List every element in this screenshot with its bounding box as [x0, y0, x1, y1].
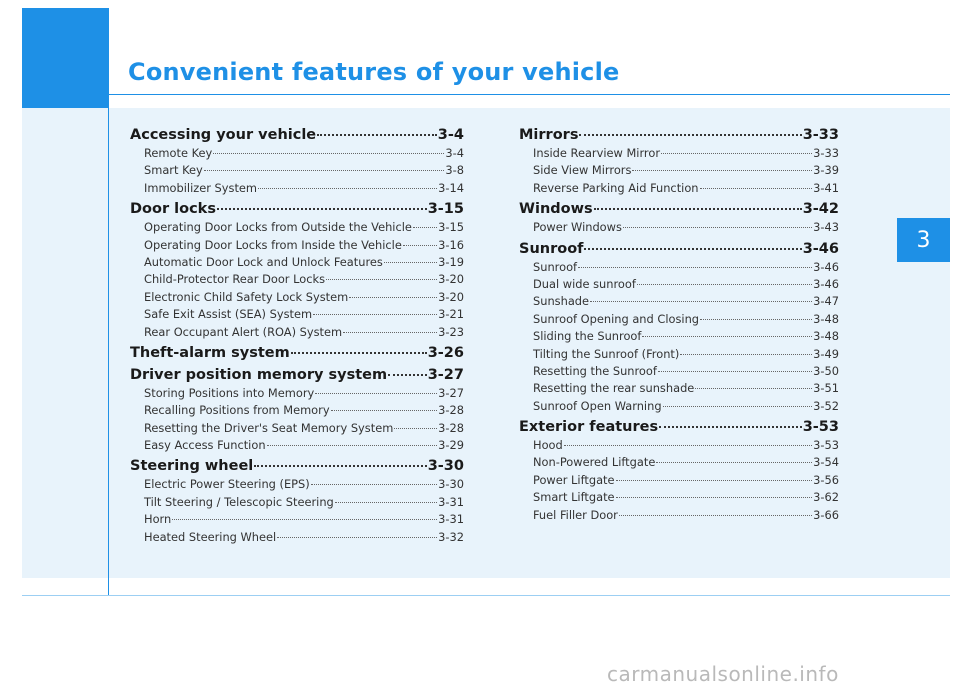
toc-leader-dots	[254, 465, 426, 467]
toc-entry-title: Smart Key	[144, 163, 203, 178]
toc-entry-title: Non-Powered Liftgate	[533, 455, 656, 470]
toc-leader-dots	[594, 208, 802, 210]
toc-entry[interactable]	[130, 255, 464, 272]
toc-entry[interactable]	[130, 477, 464, 494]
toc-leader-dots	[578, 267, 812, 268]
toc-entry-title: Rear Occupant Alert (ROA) System	[144, 324, 343, 339]
toc-section	[519, 201, 839, 237]
toc-leader-dots	[317, 134, 437, 136]
toc-entry-page: 3-31	[438, 494, 464, 509]
toc-entry[interactable]	[519, 312, 839, 329]
toc-heading-title: Door locks	[130, 201, 216, 218]
toc-entry-page: 3-28	[438, 403, 464, 418]
toc-entry[interactable]	[130, 181, 464, 198]
toc-leader-dots	[661, 153, 812, 154]
toc-entry-title: Storing Positions into Memory	[144, 385, 315, 400]
toc-heading-title: Mirrors	[519, 127, 579, 143]
vertical-rule	[108, 108, 109, 596]
toc-leader-dots	[267, 445, 438, 446]
toc-heading-title: Accessing your vehicle	[130, 127, 317, 143]
toc-entry[interactable]	[519, 260, 839, 277]
toc-entry[interactable]	[519, 508, 839, 525]
toc-entry-title: Electronic Child Safety Lock System	[144, 289, 349, 304]
toc-entry-title: Tilt Steering / Telescopic Steering	[144, 494, 334, 509]
toc-leader-dots	[258, 188, 437, 189]
toc-entry[interactable]	[130, 512, 464, 529]
footer-rule	[22, 595, 950, 596]
toc-entry-title: Heated Steering Wheel	[144, 529, 277, 544]
toc-entry-title: Remote Key	[144, 146, 213, 160]
toc-leader-dots	[388, 374, 427, 376]
toc-entry-page: 3-20	[438, 272, 464, 287]
toc-entry-title: Smart Liftgate	[533, 490, 615, 505]
toc-entry[interactable]	[130, 495, 464, 512]
toc-heading-title: Sunroof	[519, 240, 584, 257]
toc-heading-title: Exterior features	[519, 419, 659, 436]
toc-leader-dots	[700, 319, 812, 320]
toc-entry-page: 3-41	[813, 180, 839, 195]
toc-leader-dots	[326, 279, 437, 280]
toc-section-heading[interactable]	[519, 419, 839, 438]
toc-leader-dots	[217, 208, 427, 210]
toc-entry[interactable]	[519, 490, 839, 507]
toc-entry-title: Child-Protector Rear Door Locks	[144, 272, 326, 287]
toc-leader-dots	[413, 227, 437, 228]
toc-entry[interactable]	[130, 272, 464, 289]
page-title: Convenient features of your vehicle	[128, 58, 620, 86]
toc-entry[interactable]	[130, 386, 464, 403]
toc-entry-page: 3-39	[813, 163, 839, 178]
toc-entry-page: 3-4	[445, 146, 464, 160]
toc-entry-page: 3-51	[813, 381, 839, 396]
toc-entry-page: 3-15	[438, 220, 464, 235]
toc-entry[interactable]	[519, 455, 839, 472]
toc-entry-title: Safe Exit Assist (SEA) System	[144, 307, 313, 322]
toc-entry-title: Operating Door Locks from Inside the Vehicle	[144, 237, 402, 252]
toc-heading-page: 3-4	[437, 127, 464, 143]
toc-entry-title: Inside Rearview Mirror	[533, 146, 661, 160]
toc-section	[130, 201, 464, 342]
toc-leader-dots	[619, 515, 812, 516]
toc-entry-page: 3-20	[438, 289, 464, 304]
toc-entry[interactable]	[519, 364, 839, 381]
toc-entry-page: 3-46	[813, 259, 839, 274]
toc-entry-title: Sunroof Open Warning	[533, 398, 662, 413]
toc-section-heading[interactable]	[519, 201, 839, 220]
toc-entry-title: Resetting the Driver's Seat Memory System	[144, 420, 394, 435]
toc-entry[interactable]	[519, 181, 839, 198]
toc-entry-page: 3-62	[813, 490, 839, 505]
toc-entry-page: 3-47	[813, 294, 839, 309]
toc-entry[interactable]	[130, 290, 464, 307]
toc-heading-page: 3-42	[802, 201, 839, 218]
toc-leader-dots	[564, 445, 812, 446]
header-color-block	[22, 8, 109, 108]
toc-entry-page: 3-8	[445, 163, 464, 178]
toc-heading-page: 3-26	[427, 344, 464, 361]
toc-entry-title: Sunroof	[533, 259, 578, 274]
toc-entry-title: Sunroof Opening and Closing	[533, 311, 700, 326]
toc-leader-dots	[403, 245, 437, 246]
toc-section	[519, 127, 839, 198]
toc-entry[interactable]	[130, 146, 464, 163]
toc-heading-title: Theft-alarm system	[130, 344, 290, 361]
toc-heading-page: 3-27	[427, 366, 464, 383]
toc-leader-dots	[656, 462, 812, 463]
toc-heading-page: 3-53	[802, 419, 839, 436]
toc-leader-dots	[172, 519, 437, 520]
toc-entry[interactable]	[519, 399, 839, 416]
toc-entry-title: Horn	[144, 512, 172, 527]
toc-entry-page: 3-33	[813, 146, 839, 160]
toc-entry-title: Resetting the rear sunshade	[533, 381, 695, 396]
toc-entry-page: 3-16	[438, 237, 464, 252]
toc-leader-dots	[584, 248, 801, 250]
toc-entry-page: 3-50	[813, 363, 839, 378]
toc-entry-page: 3-56	[813, 472, 839, 487]
toc-leader-dots	[579, 134, 801, 136]
toc-entry[interactable]	[519, 329, 839, 346]
toc-heading-page: 3-30	[427, 458, 464, 475]
toc-column-right	[519, 125, 839, 528]
toc-entry[interactable]	[519, 163, 839, 180]
toc-leader-dots	[343, 332, 437, 333]
toc-section	[130, 127, 464, 198]
toc-entry-page: 3-53	[813, 438, 839, 453]
toc-leader-dots	[616, 480, 813, 481]
toc-entry-page: 3-48	[813, 329, 839, 344]
toc-entry-title: Reverse Parking Aid Function	[533, 180, 699, 195]
toc-entry-title: Tilting the Sunroof (Front)	[533, 346, 680, 361]
toc-column-left	[130, 125, 464, 550]
toc-entry[interactable]	[519, 347, 839, 364]
toc-entry[interactable]	[519, 294, 839, 311]
toc-entry-page: 3-48	[813, 311, 839, 326]
toc-entry[interactable]	[519, 473, 839, 490]
toc-leader-dots	[313, 314, 437, 315]
toc-leader-dots	[695, 388, 812, 389]
toc-entry[interactable]	[130, 421, 464, 438]
toc-entry[interactable]	[519, 438, 839, 455]
toc-leader-dots	[632, 170, 812, 171]
chapter-tab[interactable]: 3	[897, 218, 950, 262]
toc-heading-page: 3-46	[802, 240, 839, 257]
toc-entry-title: Electric Power Steering (EPS)	[144, 477, 310, 492]
toc-leader-dots	[659, 426, 802, 428]
toc-entry-title: Hood	[533, 438, 563, 453]
toc-entry-page: 3-52	[813, 398, 839, 413]
toc-leader-dots	[331, 410, 438, 411]
toc-entry-title: Resetting the Sunroof	[533, 363, 657, 378]
toc-leader-dots	[315, 393, 437, 394]
toc-entry-page: 3-43	[813, 220, 839, 235]
toc-section	[130, 458, 464, 547]
toc-leader-dots	[700, 188, 813, 189]
toc-entry-title: Immobilizer System	[144, 180, 258, 195]
toc-entry-page: 3-30	[438, 477, 464, 492]
toc-entry-page: 3-49	[813, 346, 839, 361]
toc-leader-dots	[658, 371, 812, 372]
toc-entry-page: 3-23	[438, 324, 464, 339]
toc-entry-page: 3-66	[813, 507, 839, 522]
toc-section	[519, 419, 839, 525]
toc-entry[interactable]	[130, 530, 464, 547]
toc-heading-page: 3-15	[427, 201, 464, 218]
toc-heading-title: Steering wheel	[130, 458, 254, 475]
toc-section-heading[interactable]	[519, 241, 839, 260]
toc-entry-title: Sliding the Sunroof	[533, 329, 642, 344]
toc-section-heading[interactable]	[130, 201, 464, 220]
toc-entry-page: 3-28	[438, 420, 464, 435]
toc-leader-dots	[623, 227, 812, 228]
toc-entry-page: 3-29	[438, 438, 464, 453]
toc-leader-dots	[311, 484, 437, 485]
toc-entry-page: 3-31	[438, 512, 464, 527]
toc-leader-dots	[277, 537, 437, 538]
toc-entry-title: Side View Mirrors	[533, 163, 632, 178]
toc-entry-title: Fuel Filler Door	[533, 507, 618, 522]
toc-entry[interactable]	[519, 220, 839, 237]
toc-entry-title: Operating Door Locks from Outside the Vehicle	[144, 220, 412, 235]
toc-leader-dots	[590, 301, 812, 302]
toc-leader-dots	[680, 354, 812, 355]
toc-leader-dots	[384, 262, 437, 263]
toc-entry[interactable]	[130, 238, 464, 255]
toc-leader-dots	[335, 502, 437, 503]
toc-entry-title: Sunshade	[533, 294, 590, 309]
toc-heading-title: Driver position memory system	[130, 366, 388, 383]
toc-section-heading[interactable]	[130, 367, 464, 386]
toc-section	[519, 241, 839, 417]
toc-entry[interactable]	[130, 403, 464, 420]
toc-entry[interactable]	[130, 307, 464, 324]
toc-entry-title: Recalling Positions from Memory	[144, 403, 330, 418]
toc-entry-page: 3-14	[438, 180, 464, 195]
toc-entry-title: Power Windows	[533, 220, 622, 235]
toc-leader-dots	[204, 170, 445, 171]
toc-leader-dots	[637, 284, 812, 285]
toc-entry-page: 3-27	[438, 385, 464, 400]
toc-heading-page: 3-33	[802, 127, 839, 143]
toc-leader-dots	[642, 336, 812, 337]
toc-section-heading[interactable]	[519, 127, 839, 146]
toc-entry[interactable]	[519, 381, 839, 398]
toc-entry-page: 3-54	[813, 455, 839, 470]
toc-entry[interactable]	[130, 163, 464, 180]
toc-section-heading[interactable]	[130, 458, 464, 477]
toc-leader-dots	[616, 497, 813, 498]
toc-section-heading[interactable]	[130, 345, 464, 364]
toc-entry-page: 3-46	[813, 276, 839, 291]
toc-section	[130, 345, 464, 364]
toc-leader-dots	[394, 428, 437, 429]
toc-entry-title: Easy Access Function	[144, 438, 266, 453]
watermark: carmanualsonline.info	[607, 662, 839, 686]
toc-entry-title: Automatic Door Lock and Unlock Features	[144, 254, 383, 269]
toc-leader-dots	[663, 406, 813, 407]
toc-leader-dots	[291, 352, 427, 354]
toc-entry-title: Dual wide sunroof	[533, 276, 636, 291]
toc-entry-page: 3-32	[438, 529, 464, 544]
toc-entry-page: 3-21	[438, 307, 464, 322]
toc-section	[130, 367, 464, 456]
toc-entry[interactable]	[519, 277, 839, 294]
toc-entry[interactable]	[130, 220, 464, 237]
toc-leader-dots	[349, 297, 437, 298]
toc-entry[interactable]	[519, 146, 839, 163]
toc-entry[interactable]	[130, 438, 464, 455]
toc-heading-title: Windows	[519, 201, 593, 218]
toc-entry[interactable]	[130, 325, 464, 342]
toc-section-heading[interactable]	[130, 127, 464, 146]
toc-entry-title: Power Liftgate	[533, 472, 615, 487]
toc-leader-dots	[213, 153, 444, 154]
header-rule	[108, 94, 950, 95]
toc-entry-page: 3-19	[438, 254, 464, 269]
